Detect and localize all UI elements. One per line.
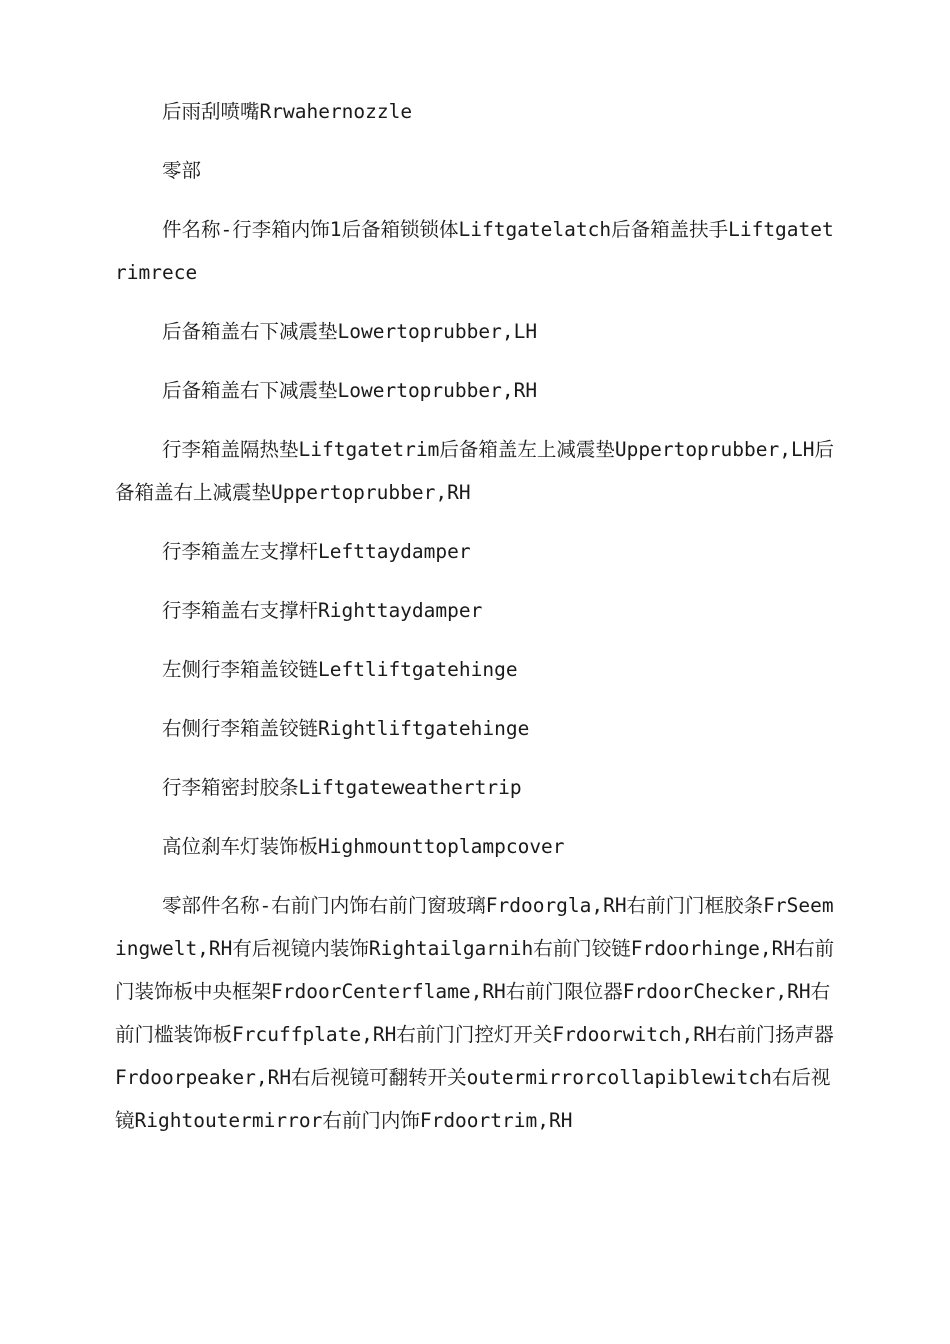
- document-body: [115, 90, 840, 1158]
- paragraph-right-damper: 行李箱盖右支撑杆Righttaydamper: [162, 599, 483, 622]
- paragraph-lower-rubber-rh: 后备箱盖右下减震垫Lowertoprubber,RH: [162, 379, 538, 402]
- paragraph-right-hinge: 右侧行李箱盖铰链Rightliftgatehinge: [162, 717, 530, 740]
- paragraph-high-mount-lamp-cover: 高位刹车灯装饰板Highmounttoplampcover: [162, 835, 565, 858]
- paragraph-weatherstrip: 行李箱密封胶条Liftgateweathertrip: [162, 776, 522, 799]
- paragraph-trunk-trim-latch: 件名称-行李箱内饰1后备箱锁锁体Liftgatelatch后备箱盖扶手Liftgatetrimrece: [115, 218, 834, 284]
- paragraph-lower-rubber-lh: 后备箱盖右下减震垫Lowertoprubber,LH: [162, 320, 538, 343]
- paragraph-parts-heading: 零部: [162, 159, 202, 182]
- paragraph-left-hinge: 左侧行李箱盖铰链Leftliftgatehinge: [162, 658, 518, 681]
- paragraph-left-damper: 行李箱盖左支撑杆Lefttaydamper: [162, 540, 471, 563]
- paragraph-front-door-trim: 零部件名称-右前门内饰右前门窗玻璃Frdoorgla,RH右前门门框胶条FrSeemingwelt,RH有后视镜内装饰Rightailgarnih右前门铰链Frdoorhinge,RH右前门装饰板中央框架FrdoorCenterflame,RH右前门限位器FrdoorChecker,RH右前门槛装饰板Frcuffplate,RH右前门门控灯开关Frdoorwitch,RH右前门扬声器Frdoorpeaker,RH右后视镜可翻转开关outermirrorcollapiblewitch右后视镜Rightoutermirror右前门内饰Frdoortrim,RH: [115, 894, 835, 1132]
- paragraph-rear-washer-nozzle: 后雨刮喷嘴Rrwahernozzle: [162, 100, 413, 123]
- paragraph-liftgate-trim-upper-rubber: 行李箱盖隔热垫Liftgatetrim后备箱盖左上减震垫Uppertoprubber,LH后备箱盖右上减震垫Uppertoprubber,RH: [115, 438, 834, 504]
